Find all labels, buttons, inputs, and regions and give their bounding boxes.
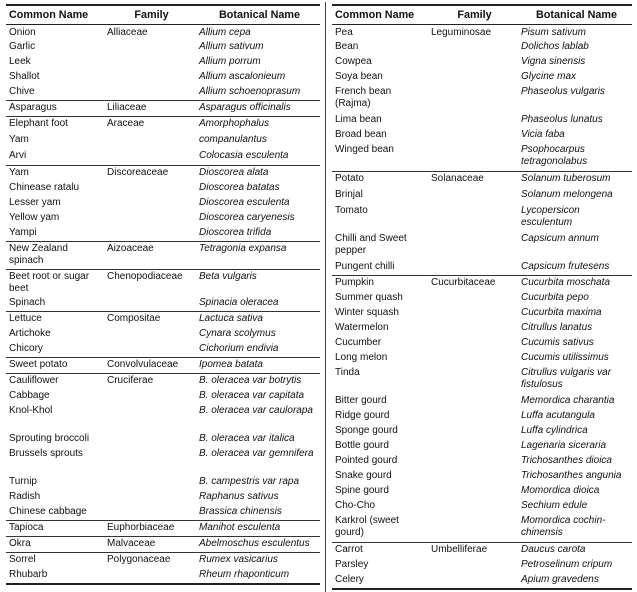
table-row	[332, 128, 632, 143]
common-name-cell: Spinach	[9, 297, 46, 308]
table-row	[332, 113, 632, 128]
botanical-name-cell: Dioscorea alata	[199, 167, 269, 178]
table-row	[6, 196, 320, 211]
botanical-name-cell: Glycine max	[521, 71, 577, 82]
common-name-cell: Chinese cabbage	[9, 506, 87, 517]
botanical-name-cell: Abelmoschus esculentus	[199, 538, 310, 549]
common-name-cell: Watermelon	[335, 322, 389, 333]
common-name-cell: Summer quash	[335, 292, 403, 303]
common-name-cell: Bean	[335, 41, 359, 52]
common-name-cell: Soya bean	[335, 71, 383, 82]
table-header	[6, 6, 320, 25]
common-name-cell: Parsley	[335, 559, 369, 570]
common-name-cell: Onion	[9, 27, 36, 38]
table-row	[6, 537, 320, 552]
family-cell: Compositae	[107, 313, 161, 324]
table-row	[332, 143, 632, 171]
table-row	[332, 55, 632, 70]
table-row	[6, 242, 320, 269]
family-group	[6, 25, 320, 100]
botanical-name-cell: Rheum rhaponticum	[199, 569, 290, 580]
botanical-name-cell: Lactuca sativa	[199, 313, 263, 324]
family-cell: Leguminosae	[431, 27, 492, 38]
table-row	[332, 514, 632, 542]
botanical-name-cell: Cucumis sativus	[521, 337, 594, 348]
common-name-cell: Knol-Khol	[9, 405, 53, 416]
table-row	[6, 404, 320, 432]
table-row	[332, 454, 632, 469]
common-name-cell: Lesser yam	[9, 197, 61, 208]
table-row	[332, 558, 632, 573]
common-name-cell: Lima bean	[335, 114, 382, 125]
botanical-name-cell: Vigna sinensis	[521, 56, 586, 67]
botanical-name-cell: Cucurbita moschata	[521, 277, 610, 288]
table-row	[6, 342, 320, 357]
common-name-cell: Rhubarb	[9, 569, 48, 580]
common-name-cell: Tapioca	[9, 522, 44, 533]
common-name-cell: Garlic	[9, 41, 36, 52]
botanical-name-cell: Momordica cochin-chinensis	[521, 515, 606, 538]
table-row	[332, 351, 632, 366]
table-row	[332, 424, 632, 439]
common-name-cell: Chinease ratalu	[9, 182, 80, 193]
botanical-name-cell: Psophocarpus tetragonolabus	[521, 144, 588, 167]
botanical-name-cell: B. oleracea var botrytis	[199, 375, 302, 386]
table-row	[332, 291, 632, 306]
table-row	[6, 55, 320, 70]
botanical-name-cell: Phaseolus lunatus	[521, 114, 603, 125]
botanical-name-cell: Lagenaria siceraria	[521, 440, 607, 451]
common-name-cell: Artichoke	[9, 328, 51, 339]
botanical-name-cell: Tetragonia expansa	[199, 243, 287, 254]
family-cell: Cucurbitaceae	[431, 277, 496, 288]
family-group	[6, 357, 320, 373]
table-row	[6, 490, 320, 505]
botanical-name-cell: Raphanus sativus	[199, 491, 279, 502]
common-name-cell: Sweet potato	[9, 359, 68, 370]
common-name-cell: Beet root or sugar beet	[9, 271, 90, 294]
family-group	[332, 171, 632, 275]
table-row	[6, 327, 320, 342]
table-row	[6, 521, 320, 536]
table-row	[6, 40, 320, 55]
family-cell: Umbelliferae	[431, 544, 488, 555]
common-name-cell: Karkrol (sweet gourd)	[335, 515, 399, 538]
common-name-cell: Leek	[9, 56, 31, 67]
table-row	[6, 211, 320, 226]
botanical-name-cell: Trichosanthes dioica	[521, 455, 612, 466]
family-group	[6, 165, 320, 241]
column-divider	[325, 2, 326, 592]
botanical-name-cell: Cichorium endivia	[199, 343, 279, 354]
botanical-name-cell: Solanum tuberosum	[521, 173, 611, 184]
table-row	[332, 336, 632, 351]
common-name-cell: Sorrel	[9, 554, 36, 565]
botanical-name-cell: Allium schoenoprasum	[199, 86, 301, 97]
table-row	[332, 439, 632, 454]
table-row	[332, 409, 632, 424]
header-family: Family	[134, 9, 169, 21]
botanical-name-cell: Cucurbita maxima	[521, 307, 602, 318]
family-cell: Polygonaceae	[107, 554, 171, 565]
botanical-name-cell: Allium sativum	[199, 41, 264, 52]
common-name-cell: Snake gourd	[335, 470, 392, 481]
common-name-cell: Bitter gourd	[335, 395, 387, 406]
botanical-name-cell: Cynara scolymus	[199, 328, 276, 339]
table-row	[6, 312, 320, 327]
botanical-name-cell: Citrullus vulgaris var fistulosus	[521, 367, 612, 390]
table-row	[332, 276, 632, 291]
common-name-cell: Winter squash	[335, 307, 399, 318]
table-row	[6, 149, 320, 165]
common-name-cell: Sprouting broccoli	[9, 433, 90, 444]
table-row	[6, 447, 320, 475]
header-common-name: Common Name	[335, 9, 415, 21]
family-group	[6, 116, 320, 165]
table-row	[6, 101, 320, 116]
common-name-cell: Shallot	[9, 71, 40, 82]
table-row	[332, 484, 632, 499]
botanical-name-cell: Phaseolus vulgaris	[521, 86, 605, 97]
common-name-cell: Bottle gourd	[335, 440, 389, 451]
common-name-cell: Yam	[9, 167, 29, 178]
common-name-cell: Long melon	[335, 352, 388, 363]
family-group	[6, 241, 320, 269]
table-row	[6, 25, 320, 40]
table-row	[6, 389, 320, 404]
family-group	[6, 536, 320, 552]
botanical-name-cell: Allium cepa	[199, 27, 251, 38]
botanical-name-cell: B. oleracea var italica	[199, 433, 295, 444]
common-name-cell: Arvi	[9, 150, 27, 161]
botanical-name-cell: Dolichos lablab	[521, 41, 589, 52]
table-row	[6, 358, 320, 373]
common-name-cell: Spine gourd	[335, 485, 389, 496]
table-row	[332, 543, 632, 558]
common-name-cell: Pea	[335, 27, 353, 38]
table-row	[332, 204, 632, 232]
header-botanical-name: Botanical Name	[535, 9, 617, 21]
common-name-cell: New Zealand spinach	[9, 243, 68, 266]
table-row	[332, 499, 632, 514]
botanical-name-cell: Spinacia oleracea	[199, 297, 279, 308]
family-cell: Aizoaceae	[107, 243, 154, 254]
family-cell: Chenopodiaceae	[107, 271, 183, 282]
family-cell: Liliaceae	[107, 102, 147, 113]
table-row	[332, 188, 632, 204]
table-row	[332, 172, 632, 188]
botanical-name-cell: Dioscorea batatas	[199, 182, 280, 193]
botanical-name-cell: Allium porrum	[199, 56, 261, 67]
header-family: Family	[457, 9, 492, 21]
family-group	[6, 269, 320, 311]
common-name-cell: Carrot	[335, 544, 363, 555]
vegetable-table-left	[6, 4, 320, 585]
table-row	[6, 85, 320, 100]
common-name-cell: Yellow yam	[9, 212, 60, 223]
common-name-cell: Celery	[335, 574, 364, 585]
family-cell: Convolvulaceae	[107, 359, 179, 370]
table-row	[332, 366, 632, 394]
botanical-name-cell: Dioscorea trifida	[199, 227, 272, 238]
botanical-name-cell: Capsicum annum	[521, 233, 599, 244]
table-row	[332, 85, 632, 113]
botanical-name-cell: Luffa cylindrica	[521, 425, 588, 436]
table-row	[6, 475, 320, 490]
family-cell: Discoreaceae	[107, 167, 169, 178]
family-group	[6, 311, 320, 357]
botanical-name-cell: companulantus	[199, 134, 267, 145]
family-group	[332, 542, 632, 588]
common-name-cell: Okra	[9, 538, 31, 549]
table-row	[332, 306, 632, 321]
common-name-cell: Cauliflower	[9, 375, 59, 386]
botanical-name-cell: Dioscorea caryenesis	[199, 212, 295, 223]
botanical-name-cell: Momordica dioica	[521, 485, 600, 496]
family-cell: Alliaceae	[107, 27, 148, 38]
common-name-cell: Pointed gourd	[335, 455, 398, 466]
family-group	[6, 100, 320, 116]
table-row	[332, 573, 632, 588]
table-row	[6, 270, 320, 296]
header-botanical-name: Botanical Name	[218, 9, 300, 21]
botanical-name-cell: B. campestris var rapa	[199, 476, 300, 487]
table-row	[6, 70, 320, 85]
common-name-cell: Turnip	[9, 476, 37, 487]
common-name-cell: Brussels sprouts	[9, 448, 83, 459]
common-name-cell: Cucumber	[335, 337, 382, 348]
botanical-name-cell: Luffa acutangula	[521, 410, 595, 421]
botanical-name-cell: B. oleracea var capitata	[199, 390, 305, 401]
common-name-cell: Pumpkin	[335, 277, 374, 288]
common-name-cell: French bean (Rajma)	[335, 86, 392, 109]
botanical-name-cell: Citrullus lanatus	[521, 322, 593, 333]
common-name-cell: Yam	[9, 134, 29, 145]
common-name-cell: Lettuce	[9, 313, 42, 324]
botanical-name-cell: Vicia faba	[521, 129, 565, 140]
family-group	[6, 373, 320, 520]
common-name-cell: Cabbage	[9, 390, 50, 401]
botanical-name-cell: Asparagus officinalis	[199, 102, 291, 113]
common-name-cell: Brinjal	[335, 189, 363, 200]
botanical-name-cell: Rumex vasicarius	[199, 554, 278, 565]
botanical-name-cell: Dioscorea esculenta	[199, 197, 290, 208]
botanical-name-cell: Sechium edule	[521, 500, 588, 511]
table-body	[6, 25, 320, 583]
botanical-name-cell: Solanum melongena	[521, 189, 613, 200]
common-name-cell: Radish	[9, 491, 41, 502]
botanical-name-cell: Capsicum frutesens	[521, 261, 610, 272]
common-name-cell: Sponge gourd	[335, 425, 398, 436]
table-row	[332, 25, 632, 40]
common-name-cell: Yampi	[9, 227, 37, 238]
table-row	[332, 321, 632, 336]
botanical-name-cell: Apium gravedens	[521, 574, 599, 585]
header-common-name: Common Name	[9, 9, 89, 21]
common-name-cell: Potato	[335, 173, 364, 184]
common-name-cell: Tomato	[335, 205, 368, 216]
botanical-name-cell: Memordica charantia	[521, 395, 615, 406]
table-row	[6, 505, 320, 520]
table-header	[332, 6, 632, 25]
botanical-name-cell: Petroselinum cripum	[521, 559, 613, 570]
botanical-name-cell: Lycopersicon esculentum	[521, 205, 580, 228]
family-cell: Araceae	[107, 118, 145, 129]
family-group	[6, 520, 320, 536]
common-name-cell: Broad bean	[335, 129, 387, 140]
common-name-cell: Asparagus	[9, 102, 57, 113]
botanical-name-cell: Cucumis utilissimus	[521, 352, 609, 363]
family-group	[6, 552, 320, 583]
common-name-cell: Ridge gourd	[335, 410, 390, 421]
botanical-name-cell: Brassica chinensis	[199, 506, 282, 517]
common-name-cell: Chive	[9, 86, 35, 97]
common-name-cell: Winged bean	[335, 144, 394, 155]
common-name-cell: Chilli and Sweet pepper	[335, 233, 407, 256]
common-name-cell: Cowpea	[335, 56, 372, 67]
family-group	[332, 25, 632, 171]
botanical-name-cell: Allium ascalonieum	[199, 71, 286, 82]
botanical-name-cell: Beta vulgaris	[199, 271, 257, 282]
table-row	[332, 232, 632, 260]
table-body	[332, 25, 632, 588]
table-row	[6, 553, 320, 568]
botanical-name-cell: Amorphophalus	[199, 118, 270, 129]
common-name-cell: Cho-Cho	[335, 500, 376, 511]
botanical-name-cell: Manihot esculenta	[199, 522, 281, 533]
family-cell: Solanaceae	[431, 173, 484, 184]
common-name-cell: Elephant foot	[9, 118, 68, 129]
vegetable-table-right	[332, 4, 632, 590]
table-row	[6, 374, 320, 389]
family-cell: Cruciferae	[107, 375, 154, 386]
botanical-name-cell: B. oleracea var caulorapa	[199, 405, 313, 416]
table-row	[6, 296, 320, 311]
botanical-name-cell: Colocasia esculenta	[199, 150, 289, 161]
table-row	[6, 181, 320, 196]
table-row	[6, 166, 320, 181]
family-group	[332, 275, 632, 542]
table-row	[6, 133, 320, 149]
table-row	[6, 117, 320, 133]
botanical-name-cell: Trichosanthes angunia	[521, 470, 622, 481]
botanical-name-cell: Pisum sativum	[521, 27, 587, 38]
common-name-cell: Tinda	[335, 367, 360, 378]
table-row	[6, 568, 320, 583]
common-name-cell: Chicory	[9, 343, 43, 354]
family-cell: Euphorbiaceae	[107, 522, 175, 533]
botanical-name-cell: B. oleracea var gemnifera	[199, 448, 314, 459]
table-row	[332, 394, 632, 409]
botanical-name-cell: Ipomea batata	[199, 359, 263, 370]
table-row	[332, 469, 632, 484]
botanical-name-cell: Daucus carota	[521, 544, 586, 555]
common-name-cell: Pungent chilli	[335, 261, 395, 272]
table-row	[6, 226, 320, 241]
table-row	[332, 70, 632, 85]
table-row	[6, 432, 320, 447]
table-row	[332, 40, 632, 55]
family-cell: Malvaceae	[107, 538, 156, 549]
table-row	[332, 260, 632, 275]
botanical-name-cell: Cucurbita pepo	[521, 292, 589, 303]
